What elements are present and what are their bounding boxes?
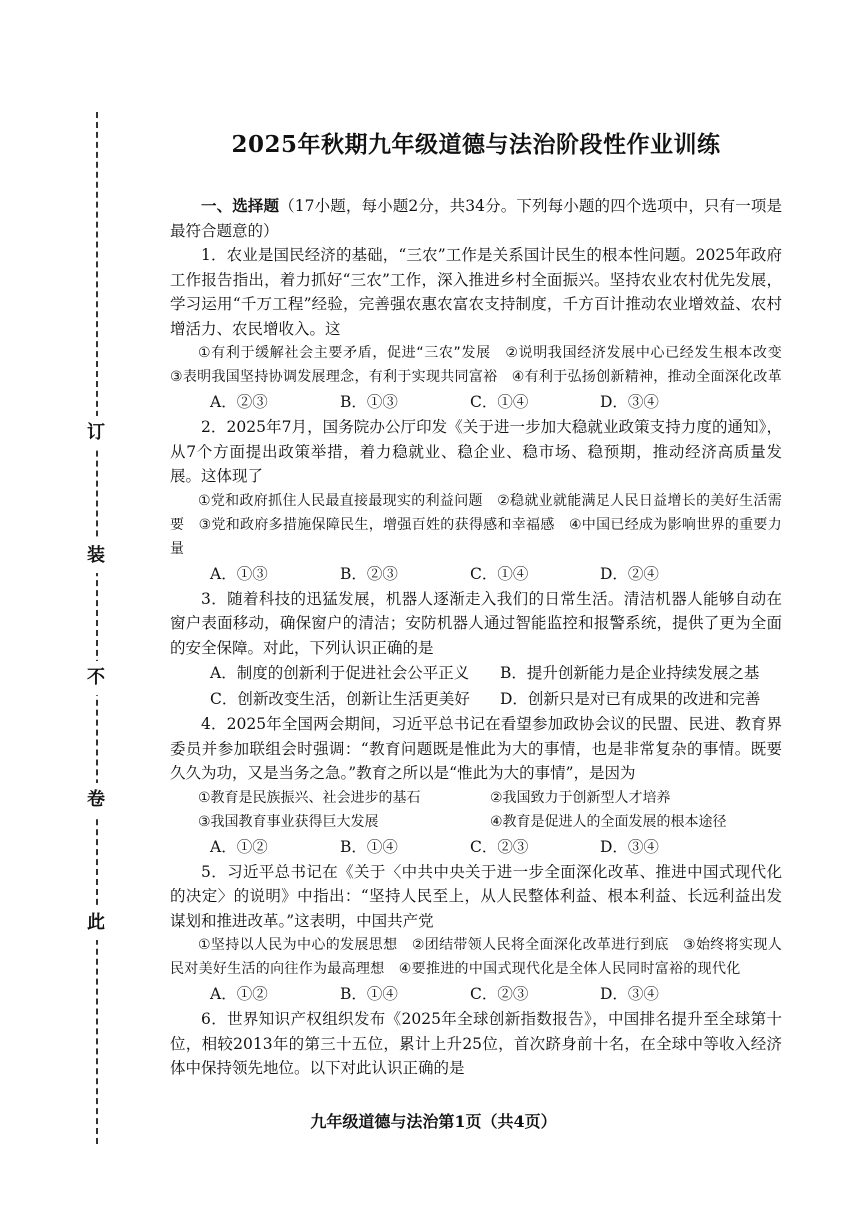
option-b: B．①④ (340, 837, 398, 856)
question-2-choices: ①党和政府抓住人民最直接最现实的利益问题 ②稳就业就能满足人民日益增长的美好生活需要 ③党和政府多措施保障民生，增强百姓的获得感和幸福感 ④中国已经成为影响世界的重要力量 (170, 492, 782, 557)
binding-char: 装 (87, 539, 105, 573)
page-footer: 九年级道德与法治第1页（共4页） (310, 1112, 557, 1131)
option-d: D．创新只是对已有成果的改进和完善 (500, 690, 761, 708)
option-b: B．①④ (340, 985, 398, 1003)
option-b: B．②③ (340, 564, 398, 583)
choice-2: ②我国致力于创新型人才培养 (490, 789, 671, 806)
binding-char: 订 (87, 416, 105, 450)
question-5-options (170, 981, 782, 1007)
exam-content (170, 130, 797, 1081)
option-a: A．①② (210, 837, 268, 856)
question-1-choices: ①有利于缓解社会主要矛盾，促进“三农”发展 ②说明我国经济发展中心已经发生根本改变 ③表明我国坚持协调发展理念，有利于实现共同富裕 ④有利于弘扬创新精神，推动全面深化改革 (170, 345, 797, 385)
question-3-stem: 3．随着科技的迅猛发展，机器人逐渐走入我们的日常生活。清洁机器人能够自动在窗户表面移动，确保窗户的清洁；安防机器人通过智能监控和报警系统，提供了更为全面的安全保障。对此，下列认识正确的是 (170, 589, 782, 657)
option-a: A．①② (210, 985, 268, 1003)
question-3-options (170, 660, 782, 712)
choice-4: ④教育是促进人的全面发展的根本途径 (490, 813, 727, 830)
page-title: 2025年秋期九年级道德与法治阶段性作业训练 (231, 131, 721, 158)
choice-3: ③我国教育事业获得巨大发展 (198, 813, 379, 830)
option-c: C．②③ (470, 985, 529, 1003)
binding-char: 不 (87, 661, 105, 695)
question-4-options (170, 834, 782, 860)
question-6-stem: 6．世界知识产权组织发布《2025年全球创新指数报告》，中国排名提升至全球第十位，相较2013年的第三十五位，累计上升25位，首次跻身前十名，在全球中等收入经济体中保持领先地位。以下对此认识正确的是 (170, 1010, 782, 1077)
option-b: B．提升创新能力是企业持续发展之基 (500, 664, 760, 682)
binding-char: 卷 (87, 783, 105, 817)
option-c: C．②③ (470, 837, 529, 856)
option-b: B．①③ (340, 393, 398, 411)
section-note: （17小题，每小题2分，共34分。下列每小题的四个选项中，只有一项是最符合题意的） (170, 197, 782, 240)
option-a: A．制度的创新利于促进社会公平正义 (210, 664, 470, 682)
option-d: D．③④ (600, 837, 659, 856)
option-c: C．①④ (470, 393, 529, 411)
option-d: D．②④ (600, 564, 659, 583)
question-1-stem: 1．农业是国民经济的基础，“三农”工作是关系国计民生的根本性问题。2025年政府工作报告指出，着力抓好“三农”工作，深入推进乡村全面振兴。坚持农业农村优先发展，学习运用“千万工程”经验，完善强农惠农富农支持制度，千方百计推动农业增效益、农村增活力、农民增收入。这 (170, 246, 782, 338)
option-a: A．②③ (210, 393, 268, 411)
question-4-stem: 4．2025年全国两会期间，习近平总书记在看望参加政协会议的民盟、民进、教育界委员并参加联组会时强调：“教育问题既是惟此为大的事情，也是非常复杂的事情。既要久久为功，又是当务之急。”教育之所以是“惟此为大的事情”，是因为 (170, 715, 782, 782)
question-2-stem: 2．2025年7月，国务院办公厅印发《关于进一步加大稳就业政策支持力度的通知》，从7个方面提出政策举措，着力稳就业、稳企业、稳市场、稳预期，推动经济高质量发展。这体现了 (170, 418, 782, 485)
binding-char: 此 (87, 906, 105, 940)
question-4-choices (170, 786, 782, 834)
question-5-choices: ①坚持以人民为中心的发展思想 ②团结带领人民将全面深化改革进行到底 ③始终将实现人民对美好生活的向往作为最高理想 ④要推进的中国式现代化是全体人民同时富裕的现代化 (170, 937, 782, 977)
question-5-stem: 5．习近平总书记在《关于〈中共中央关于进一步全面深化改革、推进中国式现代化的决定〉的说明》中指出：“坚持人民至上，从人民整体利益、根本利益、长远利益出发谋划和推进改革。”这表明，中国共产党 (170, 862, 782, 930)
question-2-options (170, 561, 782, 587)
option-c: C．①④ (470, 564, 529, 583)
question-1-options (170, 389, 782, 415)
option-d: D．③④ (600, 393, 659, 411)
section-instructions (170, 194, 782, 243)
choice-1: ①教育是民族振兴、社会进步的基石 (198, 789, 421, 806)
section-head: 一、选择题 (201, 196, 280, 215)
option-a: A．①③ (210, 564, 268, 583)
option-c: C．创新改变生活，创新让生活更美好 (210, 690, 470, 708)
binding-margin-text (80, 112, 112, 1144)
option-d: D．③④ (600, 985, 659, 1003)
